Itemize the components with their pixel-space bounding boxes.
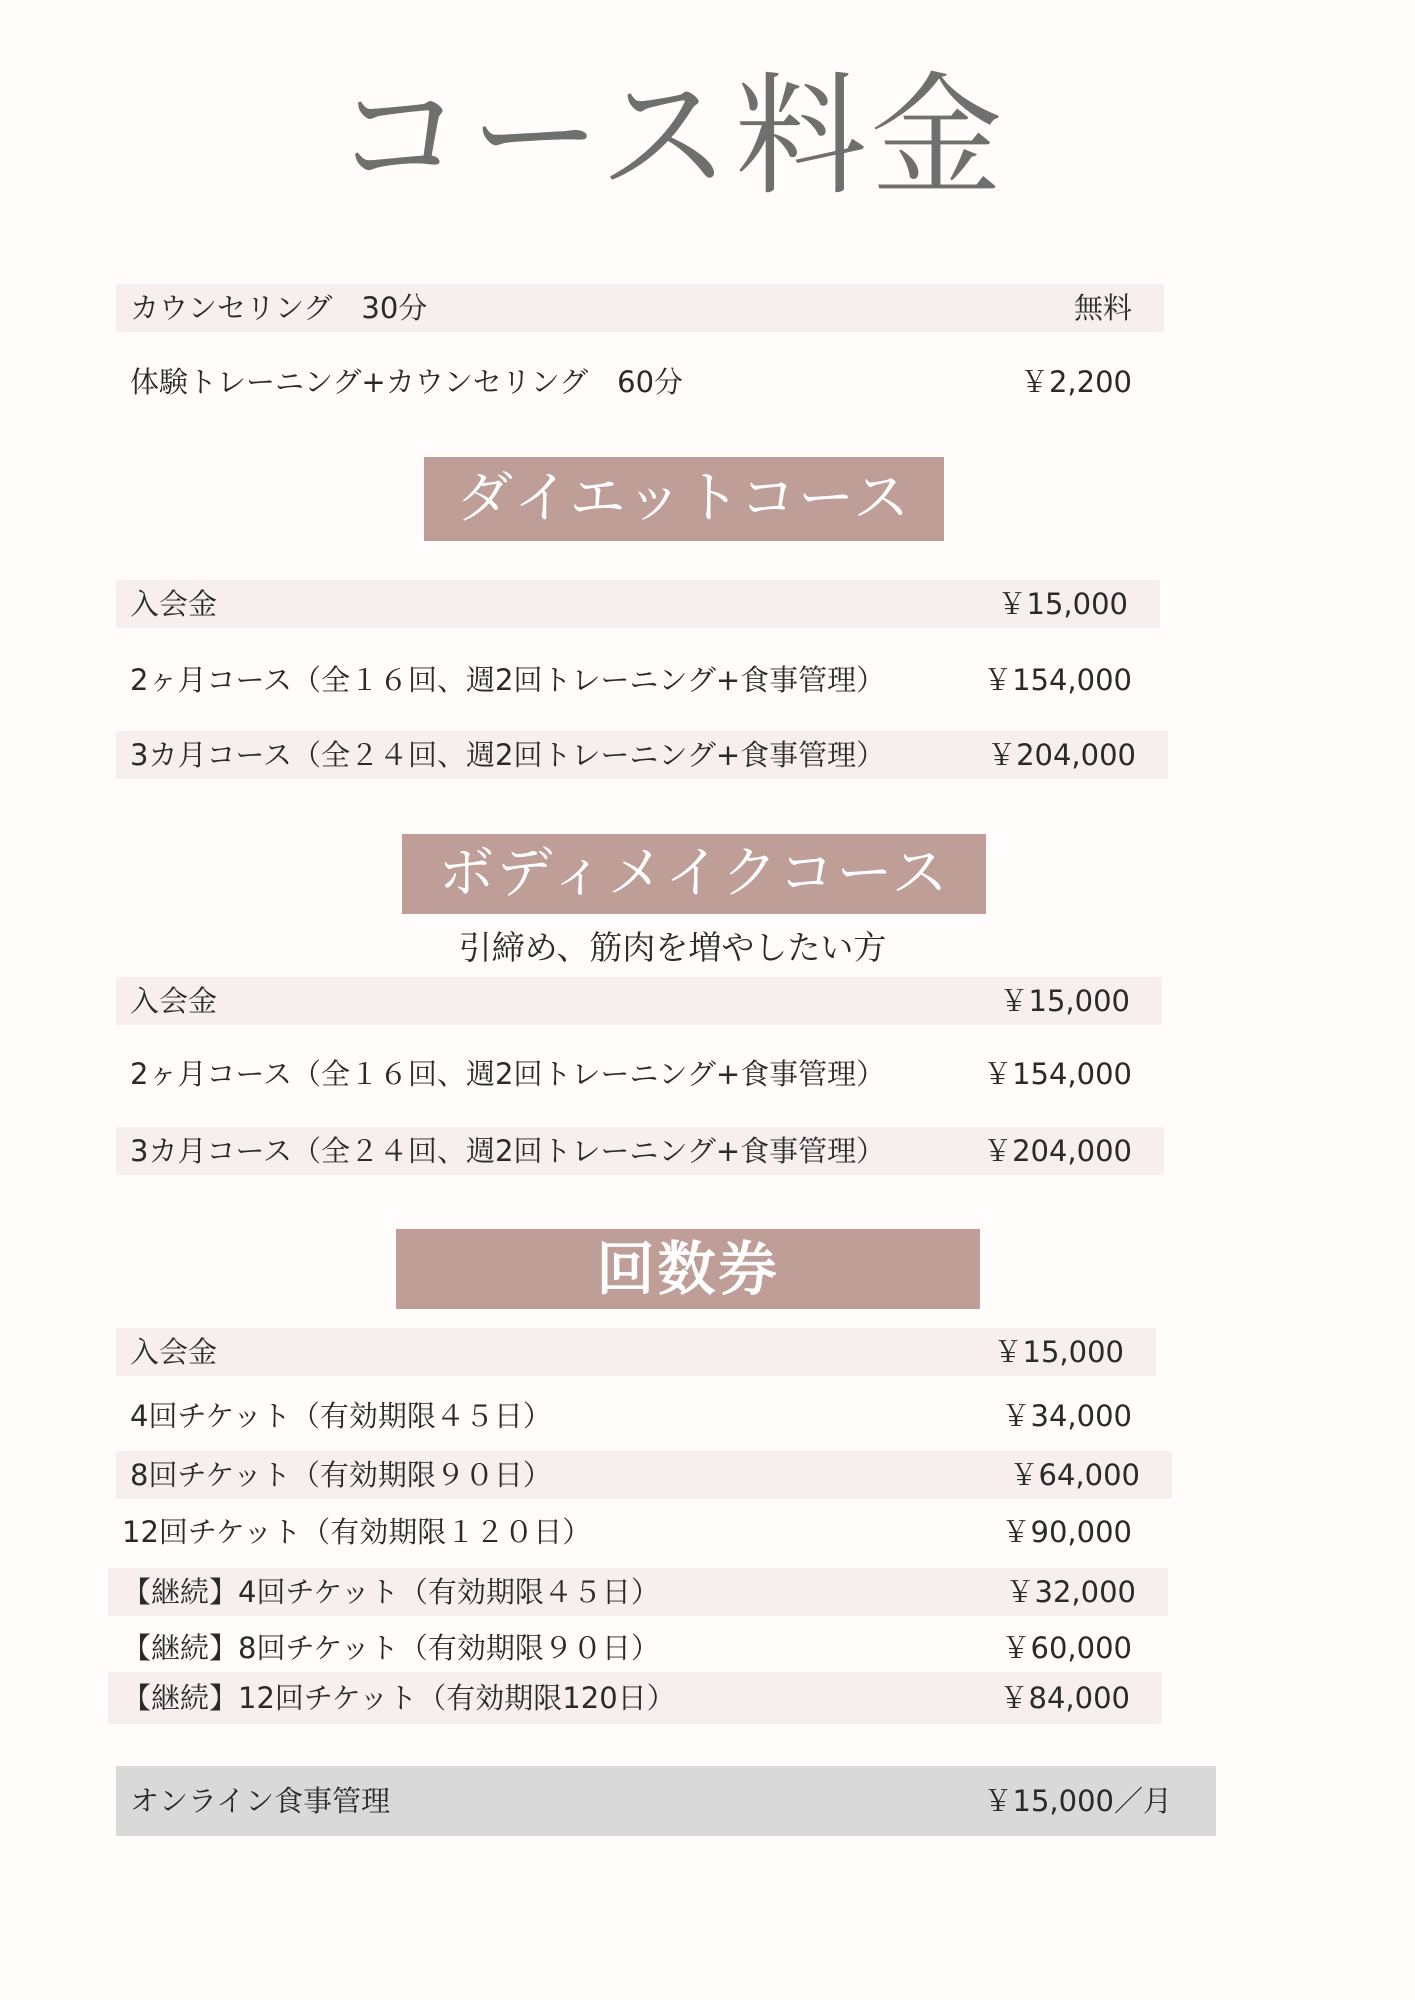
list-item <box>116 358 1164 406</box>
list-item <box>116 656 1164 704</box>
list-item <box>116 1328 1156 1376</box>
item-price: ￥15,000／月 <box>983 1784 1172 1818</box>
item-label: 入会金 <box>130 1335 218 1369</box>
list-item <box>116 1127 1164 1175</box>
item-price: ￥84,000 <box>999 1681 1130 1715</box>
item-label: 【継続】8回チケット（有効期限９０日） <box>122 1631 660 1665</box>
item-price: ￥64,000 <box>1009 1458 1140 1492</box>
item-label: 2ヶ月コース（全１６回、週2回トレーニング+食事管理） <box>130 1057 886 1091</box>
item-label: 2ヶ月コース（全１６回、週2回トレーニング+食事管理） <box>130 663 886 697</box>
item-price: ￥15,000 <box>997 587 1128 621</box>
list-item <box>108 1624 1164 1672</box>
item-label: 入会金 <box>130 984 218 1018</box>
list-item <box>116 1050 1164 1098</box>
item-label: 8回チケット（有効期限９０日） <box>130 1458 552 1492</box>
item-price: ￥90,000 <box>1001 1515 1132 1549</box>
item-label: 【継続】4回チケット（有効期限４５日） <box>122 1575 660 1609</box>
list-item <box>108 1568 1168 1616</box>
item-price: 無料 <box>1073 291 1132 325</box>
item-price: ￥204,000 <box>983 1134 1132 1168</box>
page-title: コース料金 <box>333 60 1007 214</box>
item-price: ￥60,000 <box>1001 1631 1132 1665</box>
item-price: ￥2,200 <box>1019 365 1132 399</box>
item-price: ￥34,000 <box>1001 1399 1132 1433</box>
section-heading-tickets: 回数券 <box>396 1229 980 1309</box>
item-label: 【継続】12回チケット（有効期限120日） <box>122 1681 676 1715</box>
item-label: 入会金 <box>130 587 218 621</box>
item-price: ￥15,000 <box>993 1335 1124 1369</box>
section-heading-diet: ダイエットコース <box>424 457 944 541</box>
item-price: ￥32,000 <box>1005 1575 1136 1609</box>
item-label: 3カ月コース（全２４回、週2回トレーニング+食事管理） <box>130 1134 886 1168</box>
list-item <box>108 1672 1162 1724</box>
list-item <box>116 731 1168 779</box>
item-label: 3カ月コース（全２４回、週2回トレーニング+食事管理） <box>130 738 886 772</box>
online-meal-row <box>116 1766 1216 1836</box>
list-item <box>116 1392 1164 1440</box>
item-label: 体験トレーニング+カウンセリング 60分 <box>130 365 684 399</box>
item-price: ￥154,000 <box>983 663 1132 697</box>
item-price: ￥204,000 <box>987 738 1136 772</box>
list-item <box>108 1508 1164 1556</box>
item-price: ￥154,000 <box>983 1057 1132 1091</box>
item-price: ￥15,000 <box>999 984 1130 1018</box>
list-item <box>116 1451 1172 1499</box>
item-label: 4回チケット（有効期限４５日） <box>130 1399 552 1433</box>
list-item <box>116 580 1160 628</box>
list-item <box>116 977 1162 1025</box>
item-label: 12回チケット（有効期限１２０日） <box>122 1515 592 1549</box>
section-subtitle: 引締め、筋肉を増やしたい方 <box>458 928 887 967</box>
item-label: カウンセリング 30分 <box>130 291 428 325</box>
section-heading-bodymake: ボディメイクコース <box>402 834 986 914</box>
item-label: オンライン食事管理 <box>130 1784 391 1818</box>
list-item <box>116 284 1164 332</box>
